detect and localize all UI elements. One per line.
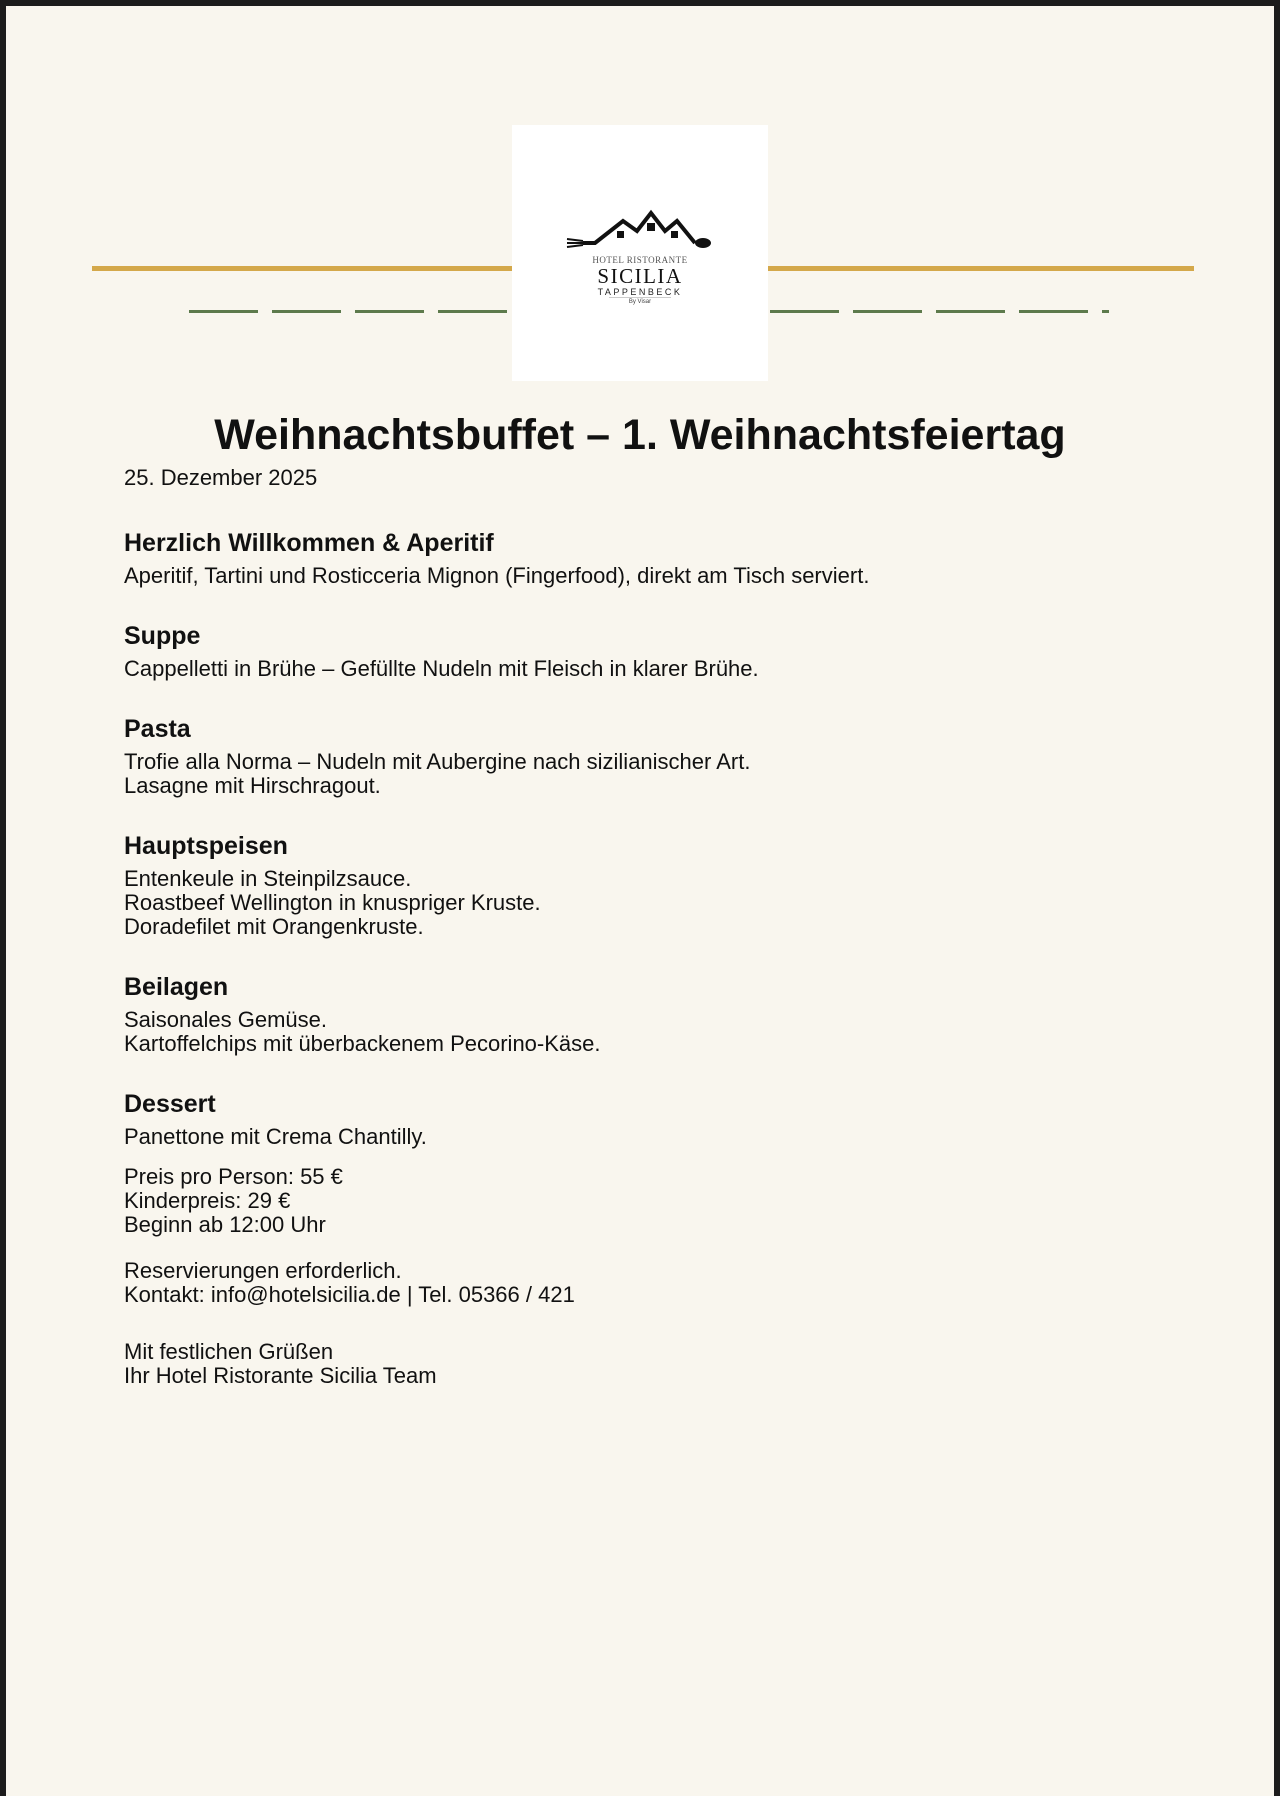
signature	[124, 1340, 1124, 1388]
menu-section	[124, 621, 1124, 681]
hotel-logo	[512, 125, 768, 381]
document-page	[6, 6, 1280, 1796]
price-info	[124, 1165, 1124, 1237]
section-heading: Suppe	[124, 622, 201, 650]
menu-item: Roastbeef Wellington in knuspriger Kruste.	[124, 890, 541, 915]
reservation-info	[124, 1259, 1124, 1307]
menu-item: Kartoffelchips mit überbackenem Pecorino-Käse.	[124, 1031, 601, 1056]
menu-section	[124, 972, 1124, 1056]
price-adult: Preis pro Person: 55 €	[124, 1164, 343, 1189]
event-date: 25. Dezember 2025	[124, 465, 318, 490]
menu-section	[124, 831, 1124, 939]
logo-subtitle: HOTEL RISTORANTE	[592, 255, 688, 265]
menu-section	[124, 1089, 1124, 1149]
menu-item: Lasagne mit Hirschragout.	[124, 773, 381, 798]
reservation-note: Reservierungen erforderlich.	[124, 1258, 402, 1283]
page-title: Weihnachtsbuffet – 1. Weihnachtsfeiertag	[214, 411, 1066, 459]
logo-name: SICILIA	[597, 264, 683, 288]
menu-item: Trofie alla Norma – Nudeln mit Aubergine nach sizilianischer Art.	[124, 749, 751, 774]
menu-item: Aperitif, Tartini und Rosticceria Mignon (Fingerfood), direkt am Tisch serviert.	[124, 563, 870, 588]
logo-location: TAPPENBECK	[597, 287, 683, 297]
menu-item: Cappelletti in Brühe – Gefüllte Nudeln mit Fleisch in klarer Brühe.	[124, 656, 759, 681]
menu-content	[124, 466, 1124, 1388]
logo-byline: By Visar	[609, 297, 671, 305]
section-heading: Dessert	[124, 1090, 216, 1118]
menu-item: Entenkeule in Steinpilzsauce.	[124, 866, 412, 891]
roof-fork-spoon-icon	[565, 209, 715, 255]
contact-line: Kontakt: info@hotelsicilia.de | Tel. 05366 / 421	[124, 1282, 575, 1307]
section-heading: Beilagen	[124, 973, 229, 1001]
start-time: Beginn ab 12:00 Uhr	[124, 1212, 326, 1237]
section-heading: Herzlich Willkommen & Aperitif	[124, 529, 494, 557]
section-heading: Pasta	[124, 715, 191, 743]
price-child: Kinderpreis: 29 €	[124, 1188, 291, 1213]
menu-item: Doradefilet mit Orangenkruste.	[124, 914, 424, 939]
menu-section	[124, 528, 1124, 588]
greeting: Mit festlichen Grüßen	[124, 1339, 334, 1364]
menu-section	[124, 714, 1124, 798]
sender: Ihr Hotel Ristorante Sicilia Team	[124, 1363, 437, 1388]
menu-item: Saisonales Gemüse.	[124, 1007, 327, 1032]
section-heading: Hauptspeisen	[124, 832, 288, 860]
menu-item: Panettone mit Crema Chantilly.	[124, 1124, 427, 1149]
